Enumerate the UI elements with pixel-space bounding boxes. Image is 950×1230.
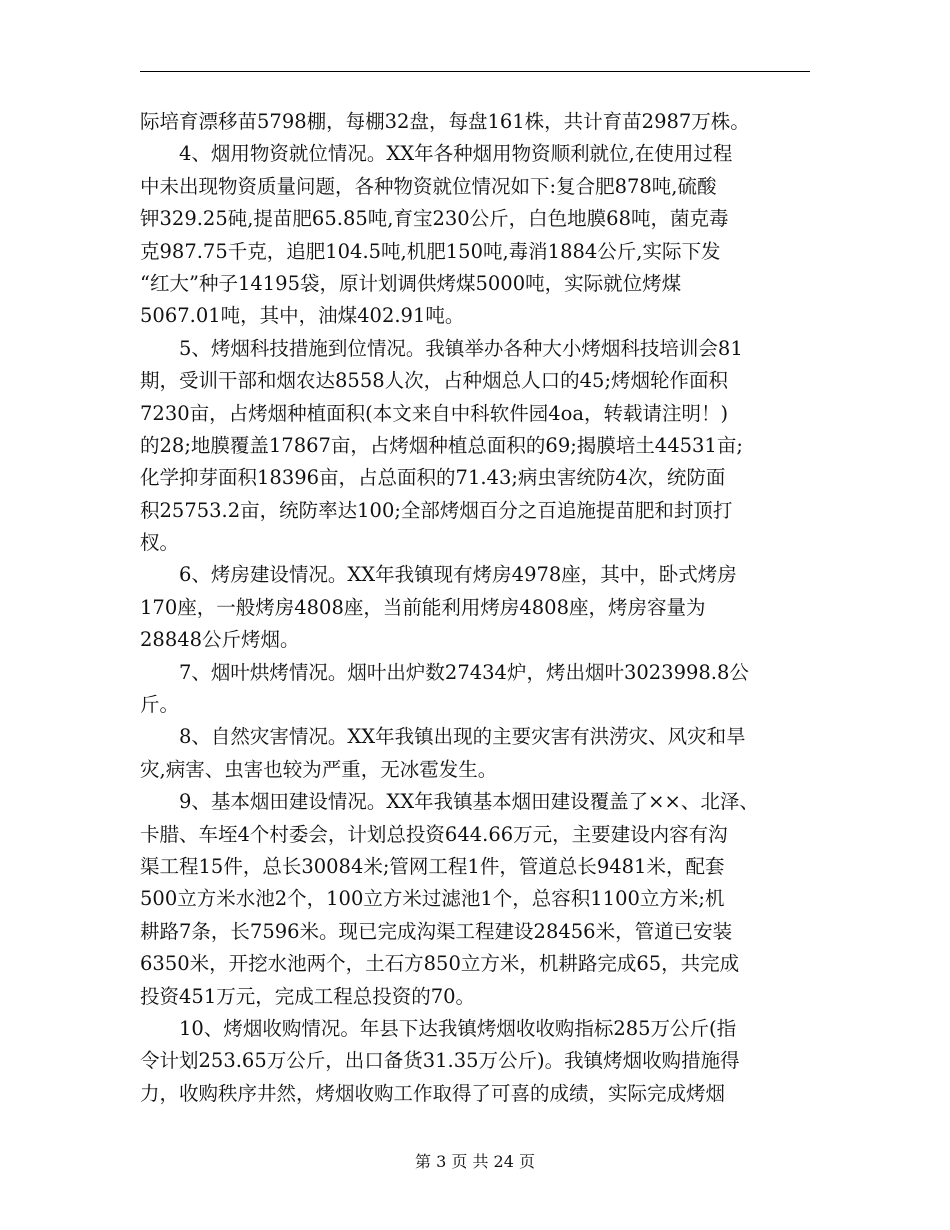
text-line: 杈。 bbox=[140, 531, 180, 555]
document-body bbox=[140, 106, 812, 1110]
text-line: 500立方米水池2个，100立方米过滤池1个，总容积1100立方米;机 bbox=[140, 887, 725, 911]
text-line: 期，受训干部和烟农达8558人次，占种烟总人口的45;烤烟轮作面积 bbox=[140, 369, 729, 393]
paragraph-start-line: 4、烟用物资就位情况。XX年各种烟用物资顺利就位,在使用过程 bbox=[179, 142, 733, 166]
text-line: 令计划253.65万公斤，出口备货31.35万公斤)。我镇烤烟收购措施得 bbox=[140, 1049, 740, 1073]
paragraph-start-line: 7、烟叶烘烤情况。烟叶出炉数27434炉，烤出烟叶3023998.8公 bbox=[179, 660, 749, 684]
page-footer: 第 3 页 共 24 页 bbox=[415, 1152, 535, 1171]
text-line: 耕路7条，长7596米。现已完成沟渠工程建设28456米，管道已安装 bbox=[140, 919, 733, 943]
text-line: 6350米，开挖水池两个，土石方850立方米，机耕路完成65，共完成 bbox=[140, 952, 740, 976]
text-line: 化学抑芽面积18396亩，占总面积的71.43;病虫害统防4次，统防面 bbox=[140, 466, 726, 490]
text-line: 力，收购秩序井然，烤烟收购工作取得了可喜的成绩，实际完成烤烟 bbox=[140, 1081, 726, 1105]
text-line: 7230亩，占烤烟种植面积(本文来自中科软件园4oa，转载请注明！) bbox=[140, 401, 729, 425]
text-line: 卡腊、车垤4个村委会，计划总投资644.66万元，主要建设内容有沟 bbox=[140, 822, 728, 846]
text-line: 28848公斤烤烟。 bbox=[140, 628, 300, 652]
text-line: 钾329.25砘,提苗肥65.85吨,育宝230公斤，白色地膜68吨，菌克毒 bbox=[140, 207, 729, 231]
header-rule bbox=[140, 71, 810, 72]
text-line: 的28;地膜覆盖17867亩，占烤烟种植总面积的69;揭膜培土44531亩; bbox=[140, 433, 743, 457]
paragraph-start-line: 9、基本烟田建设情况。XX年我镇基本烟田建设覆盖了××、北泽、 bbox=[179, 790, 759, 814]
text-line: 际培育漂移苗5798棚，每棚32盘，每盘161株，共计育苗2987万株。 bbox=[140, 110, 750, 133]
text-line: 斤。 bbox=[140, 693, 180, 717]
paragraph-start-line: 8、自然灾害情况。XX年我镇出现的主要灾害有洪涝灾、风灾和旱 bbox=[179, 725, 746, 749]
text-line: 灾,病害、虫害也较为严重，无冰雹发生。 bbox=[140, 757, 498, 781]
text-line: 中未出现物资质量问题，各种物资就位情况如下:复合肥878吨,硫酸 bbox=[140, 174, 717, 198]
text-line: “红大”种子14195袋，原计划调供烤煤5000吨，实际就位烤煤 bbox=[140, 271, 682, 295]
paragraph-start-line: 10、烤烟收购情况。年县下达我镇烤烟收收购指标285万公斤(指 bbox=[179, 1016, 737, 1040]
text-line: 170座，一般烤房4808座，当前能利用烤房4808座，烤房容量为 bbox=[140, 595, 706, 619]
text-line: 克987.75千克，追肥104.5吨,机肥150吨,毒消1884公斤,实际下发 bbox=[140, 239, 721, 263]
text-line: 积25753.2亩，统防率达100;全部烤烟百分之百追施提苗肥和封顶打 bbox=[140, 498, 733, 522]
text-line: 投资451万元，完成工程总投资的70。 bbox=[140, 984, 476, 1008]
text-line: 5067.01吨，其中，油煤402.91吨。 bbox=[140, 304, 465, 328]
paragraph-start-line: 5、烤烟科技措施到位情况。我镇举办各种大小烤烟科技培训会81 bbox=[179, 336, 743, 360]
text-line: 渠工程15件，总长30084米;管网工程1件，管道总长9481米，配套 bbox=[140, 854, 725, 878]
paragraph-start-line: 6、烤房建设情况。XX年我镇现有烤房4978座，其中，卧式烤房 bbox=[179, 563, 737, 587]
